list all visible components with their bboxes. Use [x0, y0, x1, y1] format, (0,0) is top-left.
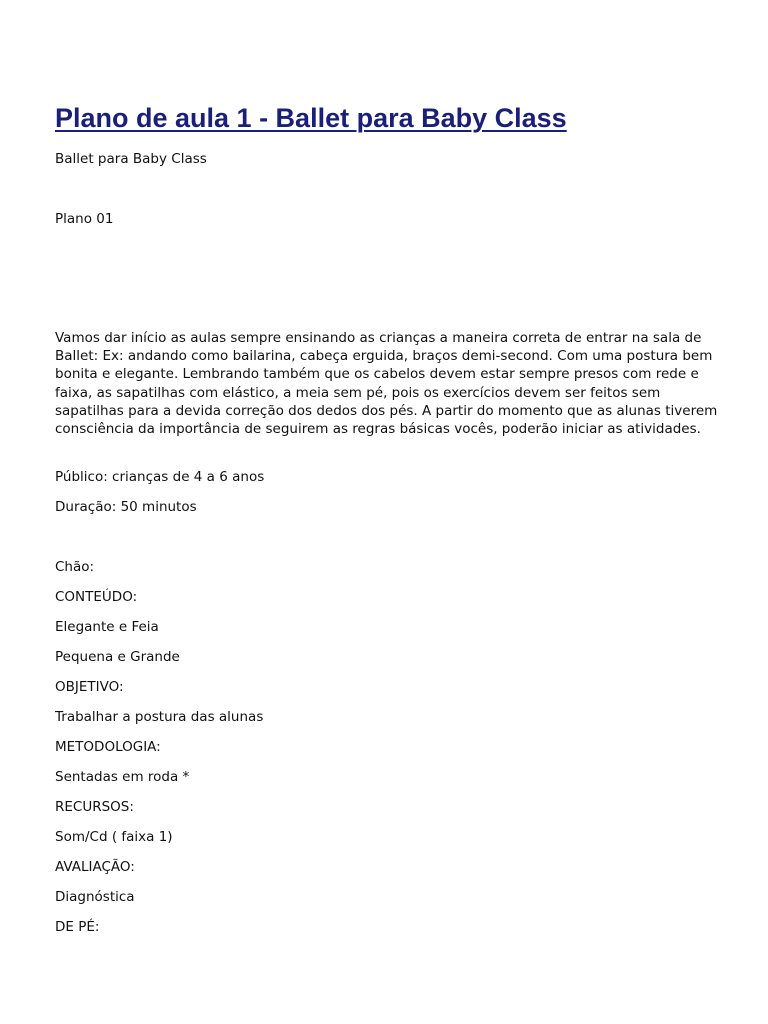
document-subtitle: Ballet para Baby Class [55, 151, 207, 167]
section-recursos-item: Som/Cd ( faixa 1) [55, 829, 173, 845]
section-metodologia-item: Sentadas em roda * [55, 769, 190, 785]
section-objetivo-item: Trabalhar a postura das alunas [55, 709, 264, 725]
document-title[interactable]: Plano de aula 1 - Ballet para Baby Class [55, 103, 567, 133]
section-conteudo-item: Elegante e Feia [55, 619, 159, 635]
section-chao: Chão: [55, 559, 95, 575]
duration-line: Duração: 50 minutos [55, 499, 197, 515]
section-avaliacao-heading: AVALIAÇÃO: [55, 859, 135, 875]
intro-paragraph: Vamos dar início as aulas sempre ensinando as crianças a maneira correta de entrar na sala de Ballet: Ex: andando como bailarina, cabeça erguida, braços demi-second. Com uma postura bem bonita e elegante. Lembrando também que os cabelos devem estar sempre presos com rede e faixa, as sapatilhas com elástico, a meia sem pé, pois os exercícios devem ser feitos sem sapatilhas para a devida correção dos dedos dos pés. A partir do momento que as alunas tiverem consciência da importância de seguirem as regras básicas vocês, poderão iniciar as atividades. [55, 330, 718, 438]
section-conteudo-item: Pequena e Grande [55, 649, 180, 665]
section-conteudo-heading: CONTEÚDO: [55, 589, 138, 605]
section-metodologia-heading: METODOLOGIA: [55, 739, 161, 755]
section-objetivo-heading: OBJETIVO: [55, 679, 124, 695]
section-de-pe: DE PÉ: [55, 919, 100, 935]
section-recursos-heading: RECURSOS: [55, 799, 134, 815]
audience-line: Público: crianças de 4 a 6 anos [55, 469, 265, 485]
section-avaliacao-item: Diagnóstica [55, 889, 135, 905]
plan-number: Plano 01 [55, 211, 114, 227]
